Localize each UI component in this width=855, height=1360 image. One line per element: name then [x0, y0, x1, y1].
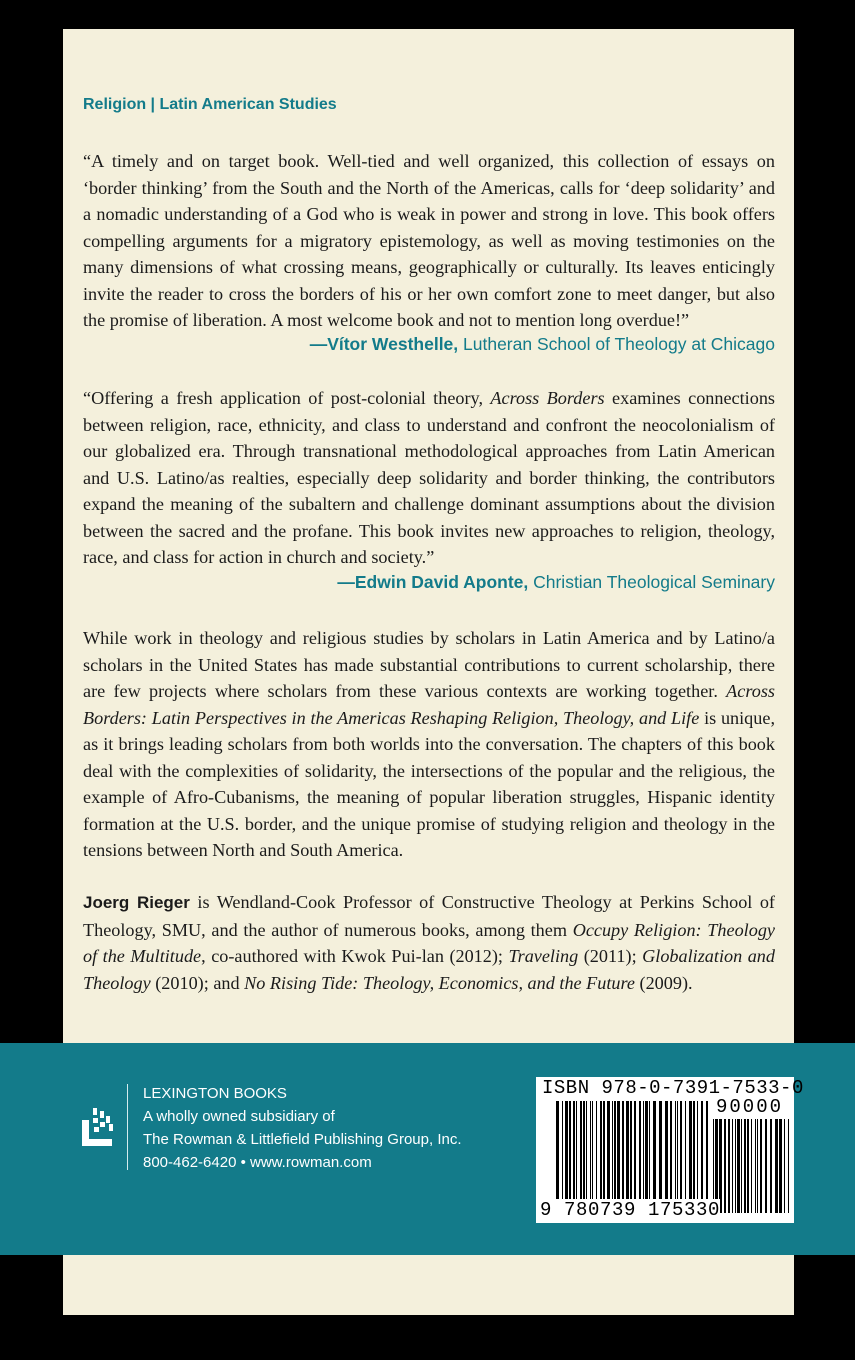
barcode-bar [779, 1119, 782, 1213]
author-name: Joerg Rieger [83, 893, 190, 912]
ean-number: 9 780739 175330 [540, 1199, 721, 1221]
barcode-bar [600, 1101, 602, 1213]
barcode-bar [639, 1101, 641, 1213]
addon-price-code: 90000 [716, 1096, 784, 1118]
barcode-bar [675, 1101, 676, 1213]
quote-1-affiliation: Lutheran School of Theology at Chicago [458, 334, 775, 354]
quote-2-text-after: examines connections between religion, race, ethnicity, and class to understand and confront the neocolonialism of our globalized era. Through transnational methodological approaches from Latin American and U.S. Latino/as realties, especially deep solidarity and border thinking, the contributors expand the meaning of the subaltern and challenge dominant assumptions about the division between the sacred and the profane. This book invites new approaches to religion, theology, race, and class for action in church and society.” [83, 388, 775, 567]
barcode-bar [670, 1101, 672, 1213]
barcode-bar [590, 1101, 591, 1213]
quote-2-text-before: “Offering a fresh application of post-colonial theory, [83, 388, 491, 408]
isbn-text: ISBN 978-0-7391-7533-0 [542, 1077, 804, 1099]
barcode-bar [765, 1119, 767, 1213]
barcode-bar [562, 1101, 563, 1213]
barcode-bar [689, 1101, 692, 1213]
publisher-line-2: A wholly owned subsidiary of [143, 1108, 335, 1125]
bio-text-1: is Wendland-Cook Professor of Constructive Theology at Perkins School of Theology, SMU, and the author of numerous books, among them [83, 892, 775, 940]
barcode-bar [685, 1101, 686, 1213]
author-bio [83, 889, 775, 996]
addon-barcode-bars [713, 1119, 789, 1213]
barcode-bar [724, 1119, 726, 1213]
barcode-bar [665, 1101, 668, 1213]
barcode-bar [755, 1119, 756, 1213]
barcode-bar [583, 1101, 585, 1213]
barcode-bar [607, 1101, 610, 1213]
bio-text-2: , co-authored with Kwok Pui-lan (2012); [201, 946, 509, 966]
description-book-title: Across Borders: Latin Perspectives in the Americas Reshaping Religion, Theology, and Life [83, 681, 775, 728]
barcode-bar [565, 1101, 568, 1213]
barcode-bar [580, 1101, 582, 1213]
endorsement-quote-2 [83, 385, 775, 571]
barcode-bar [737, 1119, 740, 1213]
book-description [83, 625, 775, 864]
barcode-bar [659, 1101, 662, 1213]
barcode-bar [744, 1119, 746, 1213]
ean-barcode-bars [556, 1101, 708, 1213]
barcode-bar [612, 1101, 613, 1213]
barcode-bar [630, 1101, 632, 1213]
bio-book-3: Globalization and Theology [83, 946, 775, 993]
barcode-bar [576, 1101, 577, 1213]
endorsement-quote-1 [83, 148, 775, 334]
barcode-bar [622, 1101, 624, 1213]
barcode-bar [680, 1101, 682, 1213]
barcode-bar [747, 1119, 749, 1213]
barcode-bar [617, 1101, 620, 1213]
bio-text-3: (2011); [578, 946, 643, 966]
publisher-divider [127, 1084, 128, 1170]
barcode-bar [732, 1119, 733, 1213]
quote-2-affiliation: Christian Theological Seminary [528, 572, 775, 592]
description-text-before: While work in theology and religious studies by scholars in Latin America and by Latino/a scholars in the United States has made substantial contributions to current scholarship, there are few projects where scholars from these various contexts are working together. [83, 628, 775, 701]
barcode-bar [770, 1119, 772, 1213]
barcode-bar [757, 1119, 758, 1213]
isbn-barcode [536, 1077, 804, 1223]
bio-text-5: (2009). [634, 972, 693, 993]
barcode-bar [603, 1101, 605, 1213]
barcode-bar [728, 1119, 730, 1213]
barcode-bar [760, 1119, 762, 1213]
barcode-bar [569, 1101, 571, 1213]
barcode-bar [592, 1101, 593, 1213]
publisher-contact: 800-462-6420 • www.rowman.com [143, 1154, 372, 1171]
barcode-bar [653, 1101, 656, 1213]
quote-1-author: —Vítor Westhelle, [309, 334, 459, 354]
barcode-bar [701, 1101, 703, 1213]
quote-1-text: “A timely and on target book. Well-tied and well organized, this collection of essays on ‘border thinking’ from the South and the North of the Americas, calls for ‘deep solidarity’ and a nomadic understanding of a God who is weak in power and strong in love. This book offers compelling arguments for a migratory epistemology, as well as moving testimonies on the many dimensions of what crossing means, geographically or culturally. Its leaves enticingly invite the reader to cross the borders of his or her own comfort zone to meet danger, but also the promise of liberation. A most welcome book and not to mention long overdue!” [83, 151, 775, 330]
barcode-bar [741, 1119, 742, 1213]
publisher-name: LEXINGTON BOOKS [143, 1085, 287, 1102]
barcode-bar [751, 1119, 752, 1213]
barcode-bar [614, 1101, 616, 1213]
barcode-bar [775, 1119, 778, 1213]
category-label: Religion | Latin American Studies [83, 96, 337, 113]
bio-book-1: Occupy Religion: Theology of the Multitude [83, 919, 775, 966]
barcode-bar [788, 1119, 789, 1213]
quote-2-attribution [337, 572, 775, 593]
barcode-bar [677, 1101, 678, 1213]
publisher-line-3: The Rowman & Littlefield Publishing Group, Inc. [143, 1131, 462, 1148]
bio-book-4: No Rising Tide: Theology, Economics, and the Future [244, 972, 635, 993]
lexington-logo-icon [80, 1106, 116, 1148]
barcode-bar [649, 1101, 650, 1213]
barcode-bar [634, 1101, 636, 1213]
barcode-bar [735, 1119, 736, 1213]
quote-1-attribution [310, 334, 775, 355]
barcode-bar [556, 1101, 559, 1213]
barcode-bar [643, 1101, 644, 1213]
bio-text-4: (2010); and [150, 972, 245, 993]
publisher-info [143, 1082, 462, 1174]
quote-2-title: Across Borders [490, 388, 605, 408]
barcode-bar [596, 1101, 597, 1213]
barcode-bar [784, 1119, 785, 1213]
description-text-after: is unique, as it brings leading scholars from both worlds into the conversation. The chapters of this book deal with the complexities of solidarity, the intersections of the popular and the religious, the example of Afro-Cubanisms, the meaning of popular liberation struggles, Hispanic identity formation at the U.S. border, and the unique promise of studying religion and theology in the tensions between North and South America. [83, 707, 775, 860]
barcode-bar [645, 1101, 648, 1213]
quote-2-author: —Edwin David Aponte, [337, 572, 529, 592]
barcode-bar [693, 1101, 695, 1213]
barcode-bar [697, 1101, 698, 1213]
barcode-bar [573, 1101, 575, 1213]
bio-book-2: Traveling [508, 946, 579, 966]
barcode-bar [706, 1101, 708, 1213]
barcode-bar [626, 1101, 629, 1213]
barcode-bar [586, 1101, 587, 1213]
